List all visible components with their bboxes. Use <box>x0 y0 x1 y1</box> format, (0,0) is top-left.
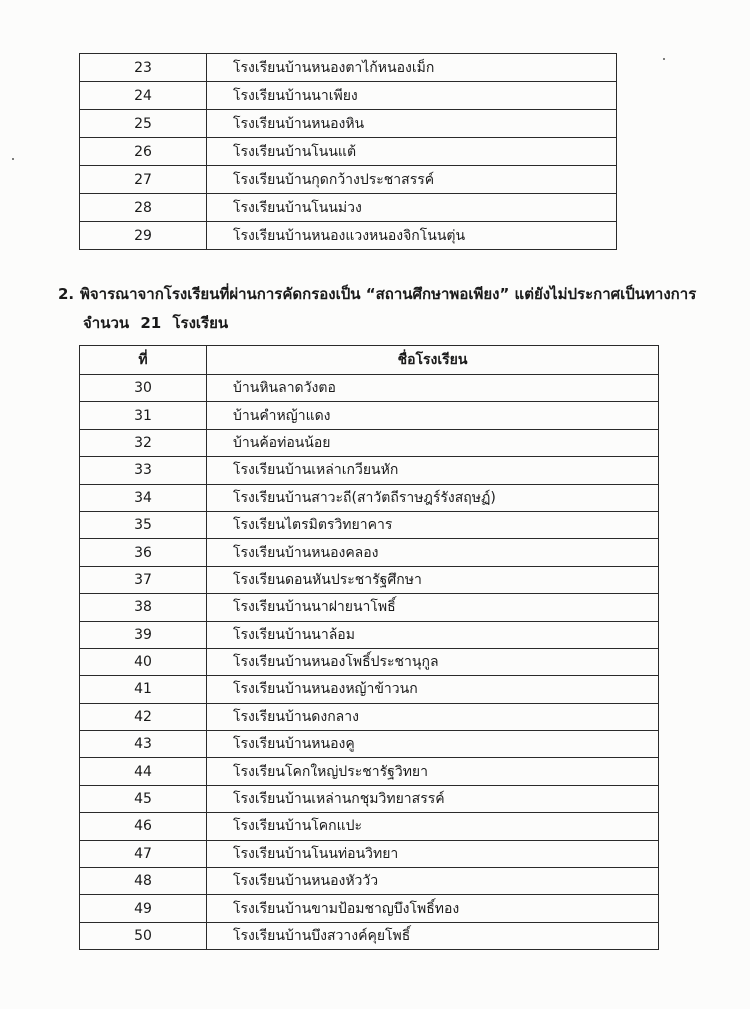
table-row <box>80 895 659 922</box>
row-number: 36 <box>80 539 207 566</box>
school-name: โรงเรียนบ้านสาวะถี(สาวัตถีราษฎร์รังสฤษฏ์) <box>207 484 659 511</box>
table-row <box>80 457 659 484</box>
row-number: 28 <box>80 194 207 222</box>
row-number: 34 <box>80 484 207 511</box>
row-number: 35 <box>80 511 207 538</box>
section-2-count: จำนวน 21 โรงเรียน <box>83 314 229 332</box>
row-number: 45 <box>80 785 207 812</box>
table-row <box>80 731 659 758</box>
school-name: โรงเรียนไตรมิตรวิทยาคาร <box>207 511 659 538</box>
school-name: โรงเรียนบ้านโนนท่อนวิทยา <box>207 840 659 867</box>
row-number: 37 <box>80 566 207 593</box>
school-name: โรงเรียนโคกใหญ่ประชารัฐวิทยา <box>207 758 659 785</box>
school-name: โรงเรียนบ้านเหล่าเกวียนหัก <box>207 457 659 484</box>
school-table-section-2 <box>79 345 659 950</box>
row-number: 43 <box>80 731 207 758</box>
row-number: 41 <box>80 676 207 703</box>
row-number: 40 <box>80 648 207 675</box>
row-number: 33 <box>80 457 207 484</box>
school-name: บ้านหินลาดวังตอ <box>207 375 659 402</box>
school-name: โรงเรียนบ้านหนองหิน <box>207 110 617 138</box>
school-name: โรงเรียนบ้านนาล้อม <box>207 621 659 648</box>
row-number: 27 <box>80 166 207 194</box>
row-number: 50 <box>80 922 207 949</box>
school-name: โรงเรียนบ้านหนองแวงหนองจิกโนนตุ่น <box>207 222 617 250</box>
row-number: 24 <box>80 82 207 110</box>
school-name: โรงเรียนบ้านนาเพียง <box>207 82 617 110</box>
school-name: โรงเรียนบ้านหนองหัววัว <box>207 868 659 895</box>
row-number: 46 <box>80 813 207 840</box>
school-name: โรงเรียนบ้านนาฝายนาโพธิ์ <box>207 594 659 621</box>
row-number: 26 <box>80 138 207 166</box>
table-row <box>80 758 659 785</box>
row-number: 25 <box>80 110 207 138</box>
row-number: 30 <box>80 375 207 402</box>
school-name: โรงเรียนบ้านหนองคลอง <box>207 539 659 566</box>
row-number: 31 <box>80 402 207 429</box>
table-header-row <box>80 346 659 375</box>
row-number: 47 <box>80 840 207 867</box>
scan-speck <box>12 158 14 160</box>
table-row <box>80 922 659 949</box>
school-name: บ้านค้อท่อนน้อย <box>207 429 659 456</box>
table-row <box>80 813 659 840</box>
table-row <box>80 166 617 194</box>
school-name: โรงเรียนดอนหันประชารัฐศึกษา <box>207 566 659 593</box>
table-row <box>80 194 617 222</box>
school-table-continued-body <box>80 54 617 250</box>
school-name: โรงเรียนบ้านบึงสวางค์คุยโพธิ์ <box>207 922 659 949</box>
school-name: โรงเรียนบ้านโนนม่วง <box>207 194 617 222</box>
school-name: โรงเรียนบ้านโคกแปะ <box>207 813 659 840</box>
table-row <box>80 566 659 593</box>
section-2-number: 2. <box>58 285 75 303</box>
table-row <box>80 222 617 250</box>
table-row <box>80 429 659 456</box>
school-name: โรงเรียนบ้านดงกลาง <box>207 703 659 730</box>
table-row <box>80 676 659 703</box>
table-row <box>80 868 659 895</box>
school-name: โรงเรียนบ้านเหล่านกชุมวิทยาสรรค์ <box>207 785 659 812</box>
table-row <box>80 511 659 538</box>
table-row <box>80 594 659 621</box>
table-row <box>80 82 617 110</box>
row-number: 38 <box>80 594 207 621</box>
row-number: 44 <box>80 758 207 785</box>
row-number: 42 <box>80 703 207 730</box>
table-row <box>80 840 659 867</box>
table-row <box>80 54 617 82</box>
school-table-section-2-body <box>80 375 659 950</box>
table-row <box>80 484 659 511</box>
row-number: 49 <box>80 895 207 922</box>
school-name: โรงเรียนบ้านหนองโพธิ์ประชานุกูล <box>207 648 659 675</box>
table-row <box>80 402 659 429</box>
table-row <box>80 648 659 675</box>
table-row <box>80 539 659 566</box>
school-name: โรงเรียนบ้านหนองคู <box>207 731 659 758</box>
table-row <box>80 785 659 812</box>
header-school-name: ชื่อโรงเรียน <box>207 346 659 375</box>
table-row <box>80 375 659 402</box>
row-number: 29 <box>80 222 207 250</box>
row-number: 39 <box>80 621 207 648</box>
row-number: 48 <box>80 868 207 895</box>
school-name: โรงเรียนบ้านหนองหญ้าข้าวนก <box>207 676 659 703</box>
school-name: โรงเรียนบ้านโนนแต้ <box>207 138 617 166</box>
table-row <box>80 703 659 730</box>
school-table-continued <box>79 53 617 250</box>
section-2-heading <box>58 282 696 306</box>
section-2-text: พิจารณาจากโรงเรียนที่ผ่านการคัดกรองเป็น “สถานศึกษาพอเพียง” แต่ยังไม่ประกาศเป็นทางการ <box>80 285 697 303</box>
school-name: โรงเรียนบ้านขามป้อมชาญบึงโพธิ์ทอง <box>207 895 659 922</box>
table-row <box>80 621 659 648</box>
header-number: ที่ <box>80 346 207 375</box>
school-name: โรงเรียนบ้านหนองตาไก้หนองเม็ก <box>207 54 617 82</box>
scan-speck <box>663 58 665 60</box>
table-row <box>80 138 617 166</box>
school-name: โรงเรียนบ้านกุดกว้างประชาสรรค์ <box>207 166 617 194</box>
row-number: 23 <box>80 54 207 82</box>
school-name: บ้านคำหญ้าแดง <box>207 402 659 429</box>
row-number: 32 <box>80 429 207 456</box>
table-row <box>80 110 617 138</box>
